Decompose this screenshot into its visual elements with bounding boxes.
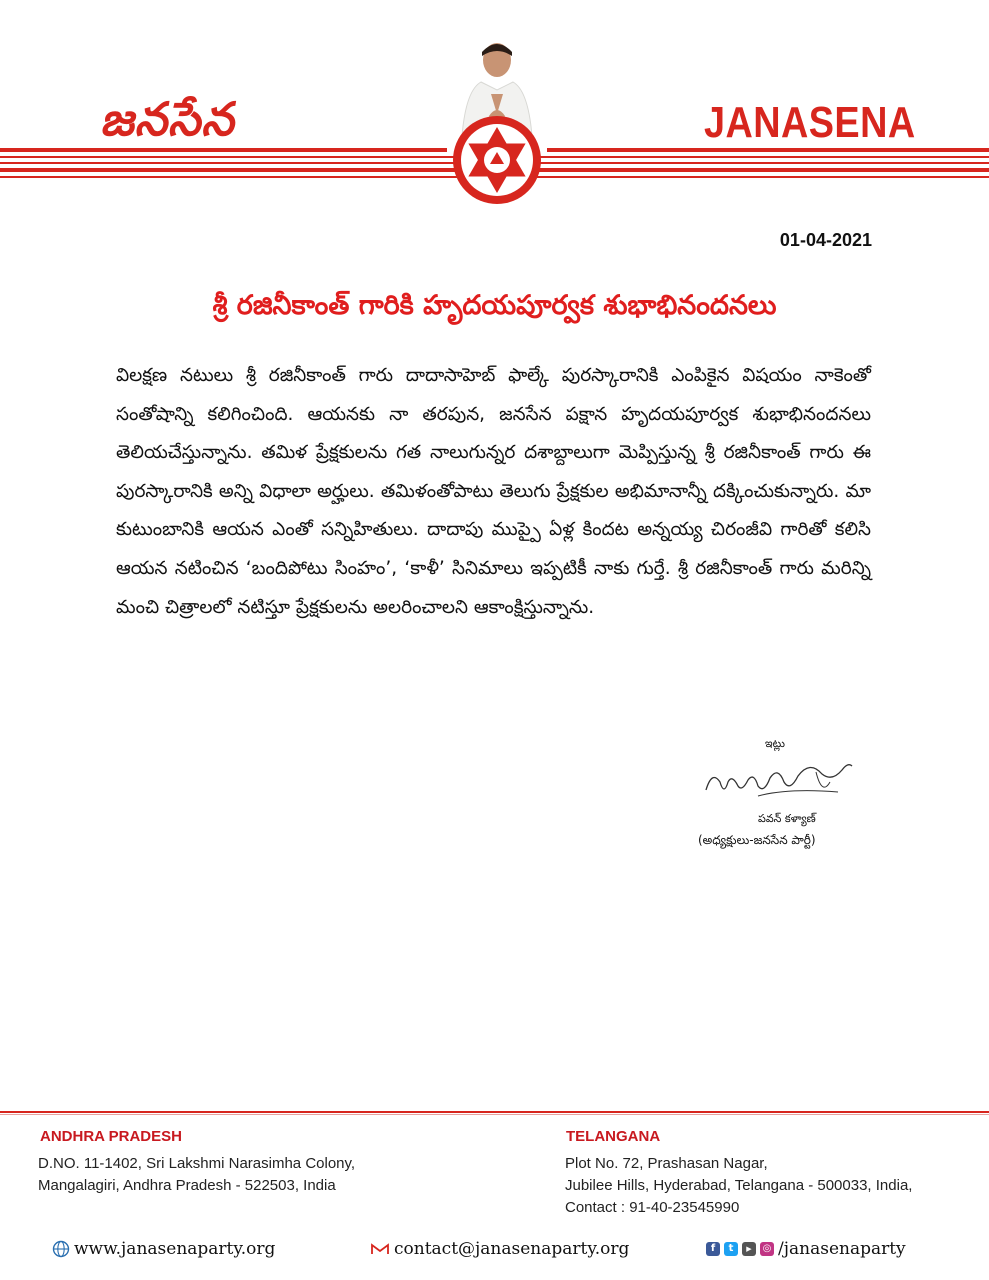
logo-telugu: జనసేన bbox=[100, 92, 235, 146]
email-text[interactable]: contact@janasenaparty.org bbox=[394, 1239, 630, 1259]
website-text[interactable]: www.janasenaparty.org bbox=[74, 1239, 276, 1259]
signature-name: పవన్ కళ్యాణ్ bbox=[758, 812, 816, 825]
facebook-icon[interactable]: f bbox=[706, 1242, 720, 1256]
social-links[interactable] bbox=[706, 1239, 906, 1259]
mail-icon bbox=[370, 1241, 390, 1257]
footer-divider bbox=[0, 1114, 989, 1115]
instagram-icon[interactable]: ◎ bbox=[760, 1242, 774, 1256]
ap-heading: ANDHRA PRADESH bbox=[40, 1128, 182, 1145]
ap-address-line: D.NO. 11-1402, Sri Lakshmi Narasimha Colony, bbox=[38, 1155, 356, 1172]
signoff: ఇట్లు bbox=[765, 737, 785, 750]
ts-contact: Contact : 91-40-23545990 bbox=[565, 1199, 740, 1216]
ap-address-line: Mangalagiri, Andhra Pradesh - 522503, India bbox=[38, 1177, 336, 1194]
handwritten-signature bbox=[698, 752, 854, 812]
youtube-icon[interactable]: ▶ bbox=[742, 1242, 756, 1256]
twitter-icon[interactable]: t bbox=[724, 1242, 738, 1256]
globe-icon bbox=[52, 1240, 70, 1258]
footer-divider bbox=[0, 1111, 989, 1113]
email-link[interactable] bbox=[370, 1239, 629, 1259]
letter-body: విలక్షణ నటులు శ్రీ రజినీకాంత్ గారు దాదాసాహెబ్ ఫాల్కే పురస్కారానికి ఎంపికైన విషయం నాకెంతో సంతోషాన్ని కలిగించింది. ఆయనకు నా తరపున, జనసేన పక్షాన హృదయపూర్వక శుభాభినందనలు తెలియచేస్తున్నాను. తమిళ ప్రేక్షకులను గత నాలుగున్నర దశాబ్దాలుగా మెప్పిస్తున్న శ్రీ రజినీకాంత్ గారు ఈ పురస్కారానికి అన్ని విధాలా అర్హులు. తమిళంతోపాటు తెలుగు ప్రేక్షకుల అభిమానాన్నీ దక్కించుకున్నారు. మా కుటుంబానికి ఆయన ఎంతో సన్నిహితులు. దాదాపు ముప్పై ఏళ్ల కిందట అన్నయ్య చిరంజీవి గారితో కలిసి ఆయన నటించిన ‘బందిపోటు సింహం’, ‘కాళీ’ సినిమాలు ఇప్పటికీ నాకు గుర్తే. శ్రీ రజినీకాంత్ గారు మరిన్ని మంచి చిత్రాలలో నటిస్తూ ప్రేక్షకులను అలరించాలని ఆకాంక్షిస్తున్నాను. bbox=[116, 365, 871, 618]
ts-address-line: Jubilee Hills, Hyderabad, Telangana - 500033, India, bbox=[565, 1177, 913, 1194]
logo-english: JANASENA bbox=[704, 98, 916, 147]
ts-address-line: Plot No. 72, Prashasan Nagar, bbox=[565, 1155, 768, 1172]
signature-role: (అధ్యక్షులు-జనసేన పార్టీ) bbox=[698, 833, 816, 847]
party-emblem bbox=[437, 34, 557, 206]
letter-title: శ్రీ రజినీకాంత్ గారికి హృదయపూర్వక శుభాభినందనలు bbox=[212, 290, 777, 321]
social-handle[interactable]: /janasenaparty bbox=[778, 1239, 906, 1259]
ap-address bbox=[38, 1153, 355, 1197]
star-icon bbox=[453, 116, 541, 204]
website-link[interactable] bbox=[52, 1239, 275, 1259]
ts-heading: TELANGANA bbox=[566, 1128, 661, 1145]
letter-date: 01-04-2021 bbox=[779, 230, 872, 250]
ts-address bbox=[565, 1153, 912, 1219]
